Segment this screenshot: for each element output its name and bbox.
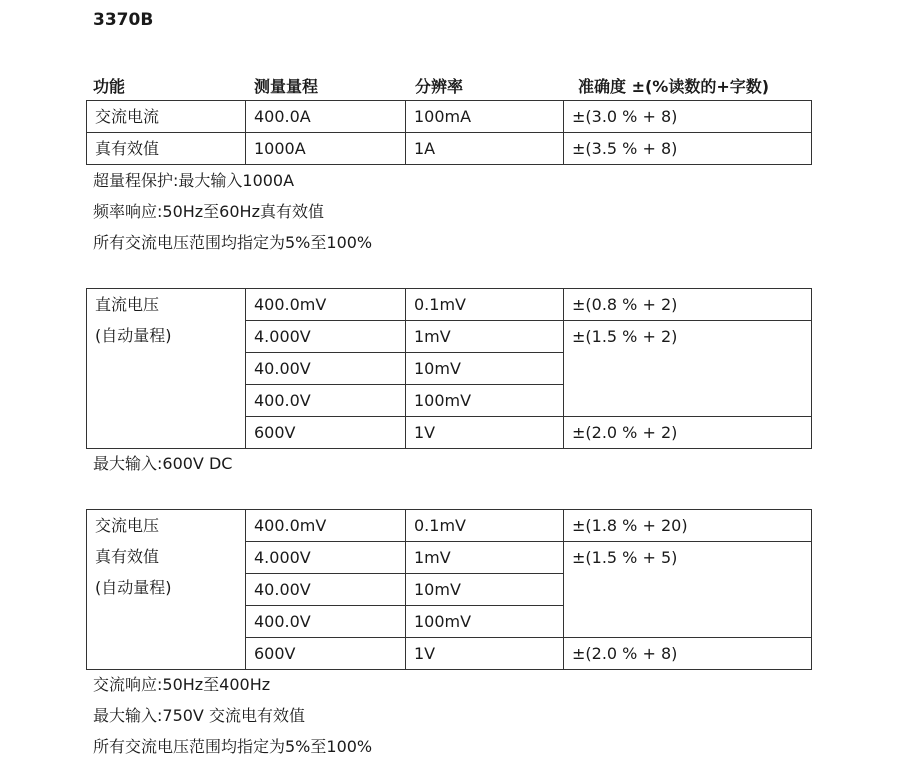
function-label: 交流电压 (95, 516, 160, 535)
range-cell: 4.000V (246, 321, 406, 353)
function-label: (自动量程) (95, 578, 172, 597)
function-cell (87, 289, 246, 449)
accuracy-cell: ±(3.0 % + 8) (564, 101, 812, 133)
resolution-cell: 1A (406, 133, 564, 165)
note-text: 交流响应:50Hz至400Hz (93, 675, 271, 694)
function-cell: 交流电流 (87, 101, 246, 133)
note-text: 所有交流电压范围均指定为5%至100% (93, 233, 373, 252)
header-resolution: 分辨率 (415, 77, 464, 96)
resolution-cell: 1mV (406, 321, 564, 353)
note-text: 最大输入:750V 交流电有效值 (93, 706, 305, 725)
resolution-cell: 1V (406, 417, 564, 449)
note-text: 所有交流电压范围均指定为5%至100% (93, 737, 373, 756)
accuracy-cell: ±(2.0 % + 2) (564, 417, 812, 449)
resolution-cell: 100mV (406, 385, 564, 417)
note-text: 最大输入:600V DC (93, 454, 233, 473)
range-cell: 400.0mV (246, 510, 406, 542)
range-cell: 40.00V (246, 574, 406, 606)
function-cell: 真有效值 (87, 133, 246, 165)
header-function: 功能 (93, 77, 126, 96)
function-cell (87, 510, 246, 670)
function-label: (自动量程) (95, 326, 172, 345)
note-text: 频率响应:50Hz至60Hz真有效值 (93, 202, 324, 221)
range-cell: 600V (246, 417, 406, 449)
resolution-cell: 10mV (406, 574, 564, 606)
header-range: 测量量程 (254, 77, 319, 96)
table-row (87, 101, 812, 133)
range-cell: 1000A (246, 133, 406, 165)
table-row (87, 289, 812, 321)
function-label: 直流电压 (95, 295, 160, 314)
dc-voltage-table (86, 288, 812, 449)
range-cell: 400.0V (246, 606, 406, 638)
table-row (87, 133, 812, 165)
resolution-cell: 100mA (406, 101, 564, 133)
accuracy-cell: ±(1.5 % + 5) (564, 542, 812, 638)
range-cell: 600V (246, 638, 406, 670)
ac-current-table (86, 100, 812, 165)
resolution-cell: 0.1mV (406, 289, 564, 321)
function-label: 真有效值 (95, 547, 160, 566)
accuracy-cell: ±(1.5 % + 2) (564, 321, 812, 417)
range-cell: 400.0V (246, 385, 406, 417)
resolution-cell: 10mV (406, 353, 564, 385)
model-title: 3370B (93, 10, 154, 30)
range-cell: 4.000V (246, 542, 406, 574)
accuracy-cell: ±(2.0 % + 8) (564, 638, 812, 670)
resolution-cell: 100mV (406, 606, 564, 638)
table-row (87, 510, 812, 542)
resolution-cell: 1mV (406, 542, 564, 574)
accuracy-cell: ±(0.8 % + 2) (564, 289, 812, 321)
resolution-cell: 1V (406, 638, 564, 670)
accuracy-cell: ±(3.5 % + 8) (564, 133, 812, 165)
range-cell: 40.00V (246, 353, 406, 385)
accuracy-cell: ±(1.8 % + 20) (564, 510, 812, 542)
ac-voltage-table (86, 509, 812, 670)
range-cell: 400.0A (246, 101, 406, 133)
header-accuracy: 准确度 ±(%读数的+字数) (578, 77, 770, 96)
range-cell: 400.0mV (246, 289, 406, 321)
resolution-cell: 0.1mV (406, 510, 564, 542)
note-text: 超量程保护:最大输入1000A (93, 171, 295, 190)
